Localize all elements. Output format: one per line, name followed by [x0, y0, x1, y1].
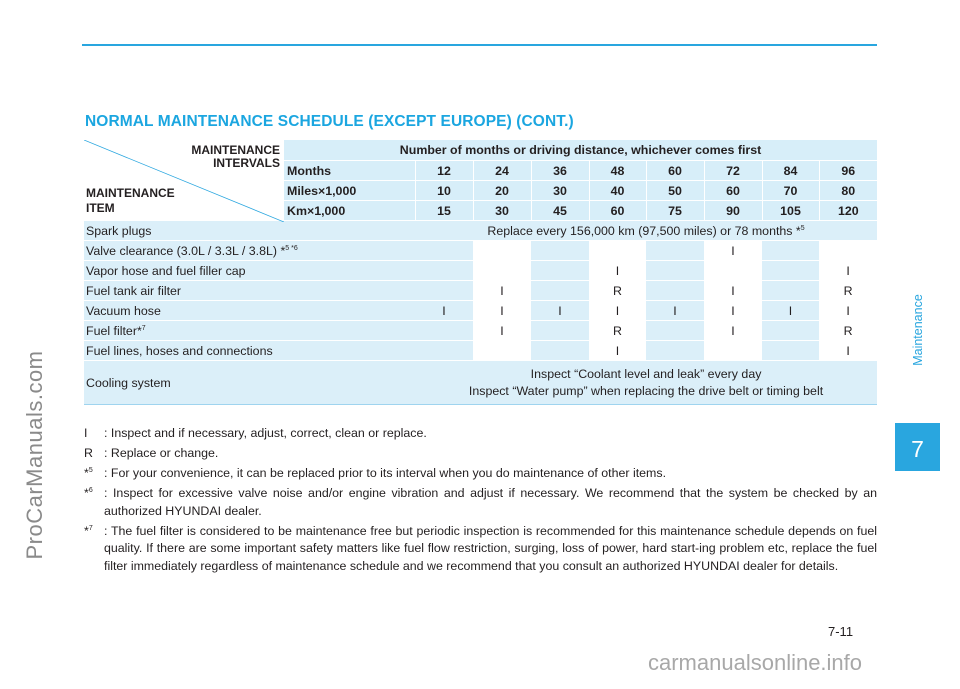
schedule-cell: [415, 261, 473, 281]
corner-item-label: MAINTENANCE ITEM: [86, 186, 175, 215]
schedule-cell: [646, 241, 704, 261]
schedule-cell: [762, 281, 819, 301]
schedule-cell: [473, 241, 531, 261]
months-cell: 48: [589, 161, 646, 181]
schedule-cell: [531, 281, 589, 301]
schedule-cell: I: [704, 301, 762, 321]
schedule-cell: I: [704, 321, 762, 341]
schedule-cell: R: [589, 321, 646, 341]
months-cell: 24: [473, 161, 531, 181]
schedule-cell: I: [415, 301, 473, 321]
schedule-cell: [473, 341, 531, 361]
item-label: Fuel tank air filter: [84, 281, 415, 301]
months-cell: 96: [819, 161, 877, 181]
row-span-note: Replace every 156,000 km (97,500 miles) or 78 months *$^5$: [415, 221, 877, 241]
footnotes: [84, 425, 877, 578]
km-cell: 30: [473, 201, 531, 221]
schedule-cell: [415, 241, 473, 261]
footnote-text: : Inspect for excessive valve noise and/or engine vibration and adjust if necessary. We recommend that the system be checked by an authorized HYUNDAI dealer.: [104, 486, 877, 518]
watermark-left: ProCarManuals.com: [22, 350, 47, 560]
top-rule: [82, 44, 877, 46]
schedule-cell: [531, 261, 589, 281]
watermark-bottom: carmanualsonline.info: [648, 650, 863, 675]
schedule-cell: R: [819, 281, 877, 301]
km-cell: 75: [646, 201, 704, 221]
schedule-cell: [762, 241, 819, 261]
schedule-cell: [473, 261, 531, 281]
schedule-cell: [415, 341, 473, 361]
table-corner-header: [84, 140, 284, 221]
schedule-cell: I: [704, 241, 762, 261]
schedule-cell: I: [704, 281, 762, 301]
miles-cell: 10: [415, 181, 473, 201]
schedule-cell: I: [762, 301, 819, 321]
schedule-cell: [762, 321, 819, 341]
table-row: [84, 321, 877, 341]
schedule-cell: [704, 341, 762, 361]
months-cell: 72: [704, 161, 762, 181]
schedule-cell: I: [646, 301, 704, 321]
page-number: 7-11: [828, 624, 854, 639]
schedule-cell: I: [473, 321, 531, 341]
schedule-cell: [762, 341, 819, 361]
cooling-note-line: Inspect “Coolant level and leak” every day: [530, 366, 762, 381]
schedule-cell: [531, 241, 589, 261]
item-label: Valve clearance (3.0L / 3.3L / 3.8L) *$^{5 *6}$: [84, 241, 415, 261]
schedule-cell: I: [589, 301, 646, 321]
table-row: [84, 241, 877, 261]
schedule-cell: [415, 281, 473, 301]
page-title: NORMAL MAINTENANCE SCHEDULE (EXCEPT EUROPE) (CONT.): [85, 113, 574, 130]
footnote: [84, 445, 877, 463]
miles-cell: 50: [646, 181, 704, 201]
schedule-cell: [589, 241, 646, 261]
schedule-cell: [646, 341, 704, 361]
miles-label: Miles×1,000: [284, 181, 415, 201]
schedule-cell: I: [589, 261, 646, 281]
months-cell: 84: [762, 161, 819, 181]
table-row: [84, 281, 877, 301]
footnote-key: *$^5$: [84, 466, 93, 480]
table-row: [84, 361, 877, 405]
schedule-cell: I: [819, 341, 877, 361]
schedule-cell: [531, 341, 589, 361]
schedule-cell: [415, 321, 473, 341]
footnote-text: : The fuel filter is considered to be maintenance free but periodic inspection is recommended for this maintenance schedule depends on fuel quality. If there are some important safety matters like fuel flow restriction, surging, loss of power, hard start-ing problem etc, replace the fuel filter immediately regardless of maintenance schedule and we recommend that you consult an authorized HYUNDAI dealer for details.: [104, 523, 877, 573]
km-cell: 90: [704, 201, 762, 221]
item-label: Vapor hose and fuel filler cap: [84, 261, 415, 281]
footnote-text: : Inspect and if necessary, adjust, correct, clean or replace.: [104, 426, 427, 440]
schedule-cell: I: [531, 301, 589, 321]
footnote-key: *$^6$: [84, 486, 93, 500]
item-label: Spark plugs: [84, 221, 415, 241]
schedule-cell: R: [819, 321, 877, 341]
miles-cell: 30: [531, 181, 589, 201]
schedule-cell: [531, 321, 589, 341]
schedule-cell: I: [473, 281, 531, 301]
km-cell: 60: [589, 201, 646, 221]
section-side-label: Maintenance: [911, 294, 925, 366]
schedule-cell: [704, 261, 762, 281]
schedule-cell: [646, 261, 704, 281]
schedule-cell: [646, 321, 704, 341]
months-cell: 60: [646, 161, 704, 181]
table-row: [84, 301, 877, 321]
footnote: [84, 425, 877, 443]
miles-cell: 80: [819, 181, 877, 201]
miles-cell: 60: [704, 181, 762, 201]
miles-cell: 70: [762, 181, 819, 201]
table-row: [84, 261, 877, 281]
schedule-cell: R: [589, 281, 646, 301]
footnote-key: *$^7$: [84, 523, 93, 538]
footnote-key: R: [84, 446, 93, 460]
row-span-note: [415, 361, 877, 405]
footnote: [84, 485, 877, 520]
table-row: [84, 221, 877, 241]
km-cell: 105: [762, 201, 819, 221]
schedule-cell: [819, 241, 877, 261]
months-cell: 36: [531, 161, 589, 181]
km-label: Km×1,000: [284, 201, 415, 221]
footnote-text: : Replace or change.: [104, 446, 219, 460]
months-label: Months: [284, 161, 415, 181]
item-label: Fuel lines, hoses and connections: [84, 341, 415, 361]
footnote: [84, 523, 877, 576]
header-span: Number of months or driving distance, whichever comes first: [284, 140, 877, 161]
item-label: Cooling system: [84, 361, 415, 405]
item-label: Vacuum hose: [84, 301, 415, 321]
km-cell: 15: [415, 201, 473, 221]
cooling-note-line: Inspect “Water pump” when replacing the drive belt or timing belt: [468, 383, 824, 398]
km-cell: 120: [819, 201, 877, 221]
footnote-text: : For your convenience, it can be replaced prior to its interval when you do maintenance of other items.: [104, 466, 667, 480]
months-cell: 12: [415, 161, 473, 181]
miles-cell: 20: [473, 181, 531, 201]
footnote: [84, 465, 877, 483]
schedule-cell: I: [819, 301, 877, 321]
miles-cell: 40: [589, 181, 646, 201]
schedule-cell: [646, 281, 704, 301]
footnote-key: I: [84, 426, 88, 440]
item-label: Fuel filter*$^7$: [84, 321, 415, 341]
corner-intervals-label: MAINTENANCE INTERVALS: [191, 143, 280, 170]
chapter-tab: 7: [895, 423, 940, 471]
maintenance-schedule-table: [84, 140, 877, 405]
schedule-cell: I: [589, 341, 646, 361]
schedule-cell: I: [819, 261, 877, 281]
schedule-cell: [762, 261, 819, 281]
table-row: [84, 341, 877, 361]
km-cell: 45: [531, 201, 589, 221]
schedule-cell: I: [473, 301, 531, 321]
